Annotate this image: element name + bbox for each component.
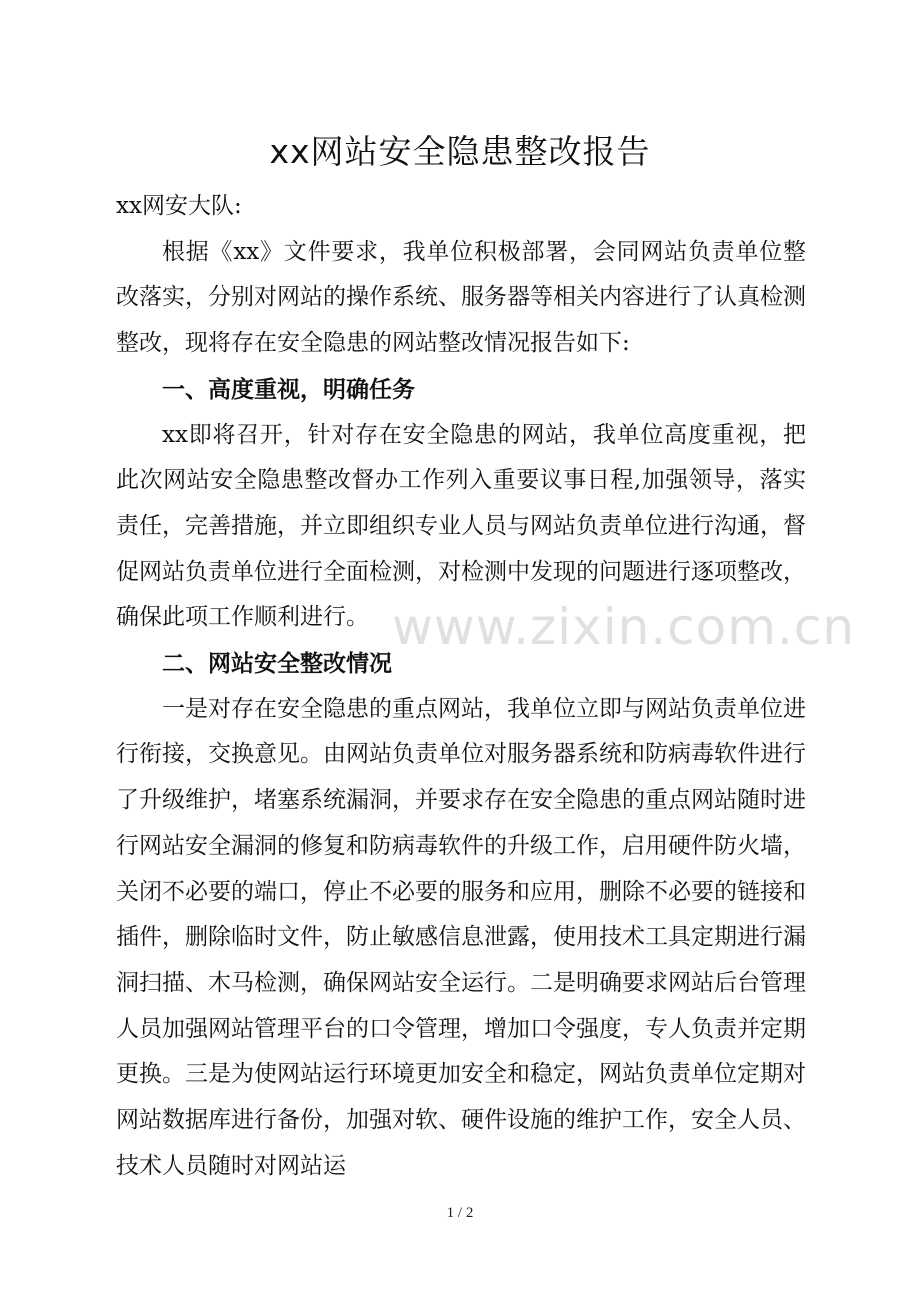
document-title: xx网站安全隐患整改报告 (269, 132, 651, 171)
section-heading-2: 二、网站安全整改情况 (162, 650, 392, 678)
paragraph-section-1: xx即将召开，针对存在安全隐患的网站，我单位高度重视，把此次网站安全隐患整改督办工作列入重要议事日程,加强领导，落实责任，完善措施，并立即组织专业人员与网站负责单位进行沟通，督促网站负责单位进行全面检测，对检测中发现的问题进行逐项整改，确保此项工作顺利进行。 (116, 421, 806, 631)
watermark: www.zixin.com.cn (392, 598, 856, 656)
salutation: xx网安大队: (116, 193, 242, 219)
paragraph-section-2: 一是对存在安全隐患的重点网站，我单位立即与网站负责单位进行衔接，交换意见。由网站负责单位对服务器系统和防病毒软件进行了升级维护，堵塞系统漏洞，并要求存在安全隐患的重点网站随时进行网站安全漏洞的修复和防病毒软件的升级工作，启用硬件防火墙，关闭不必要的端口，停止不必要的服务和应用，删除不必要的链接和插件，删除临时文件，防止敏感信息泄露，使用技术工具定期进行漏洞扫描、木马检测，确保网站安全运行。二是明确要求网站后台管理人员加强网站管理平台的口令管理，增加口令强度，专人负责并定期更换。三是为使网站运行环境更加安全和稳定，网站负责单位定期对网站数据库进行备份，加强对软、硬件设施的维护工作，安全人员、技术人员随时对网站运 (116, 695, 806, 1179)
paragraph-intro: 根据《xx》文件要求，我单位积极部署，会同网站负责单位整改落实，分别对网站的操作系统、服务器等相关内容进行了认真检测整改，现将存在安全隐患的网站整改情况报告如下: (116, 238, 806, 357)
document-body (116, 184, 806, 1189)
section-heading-1: 一、高度重视，明确任务 (162, 375, 415, 403)
page-number: 1 / 2 (446, 1205, 474, 1221)
